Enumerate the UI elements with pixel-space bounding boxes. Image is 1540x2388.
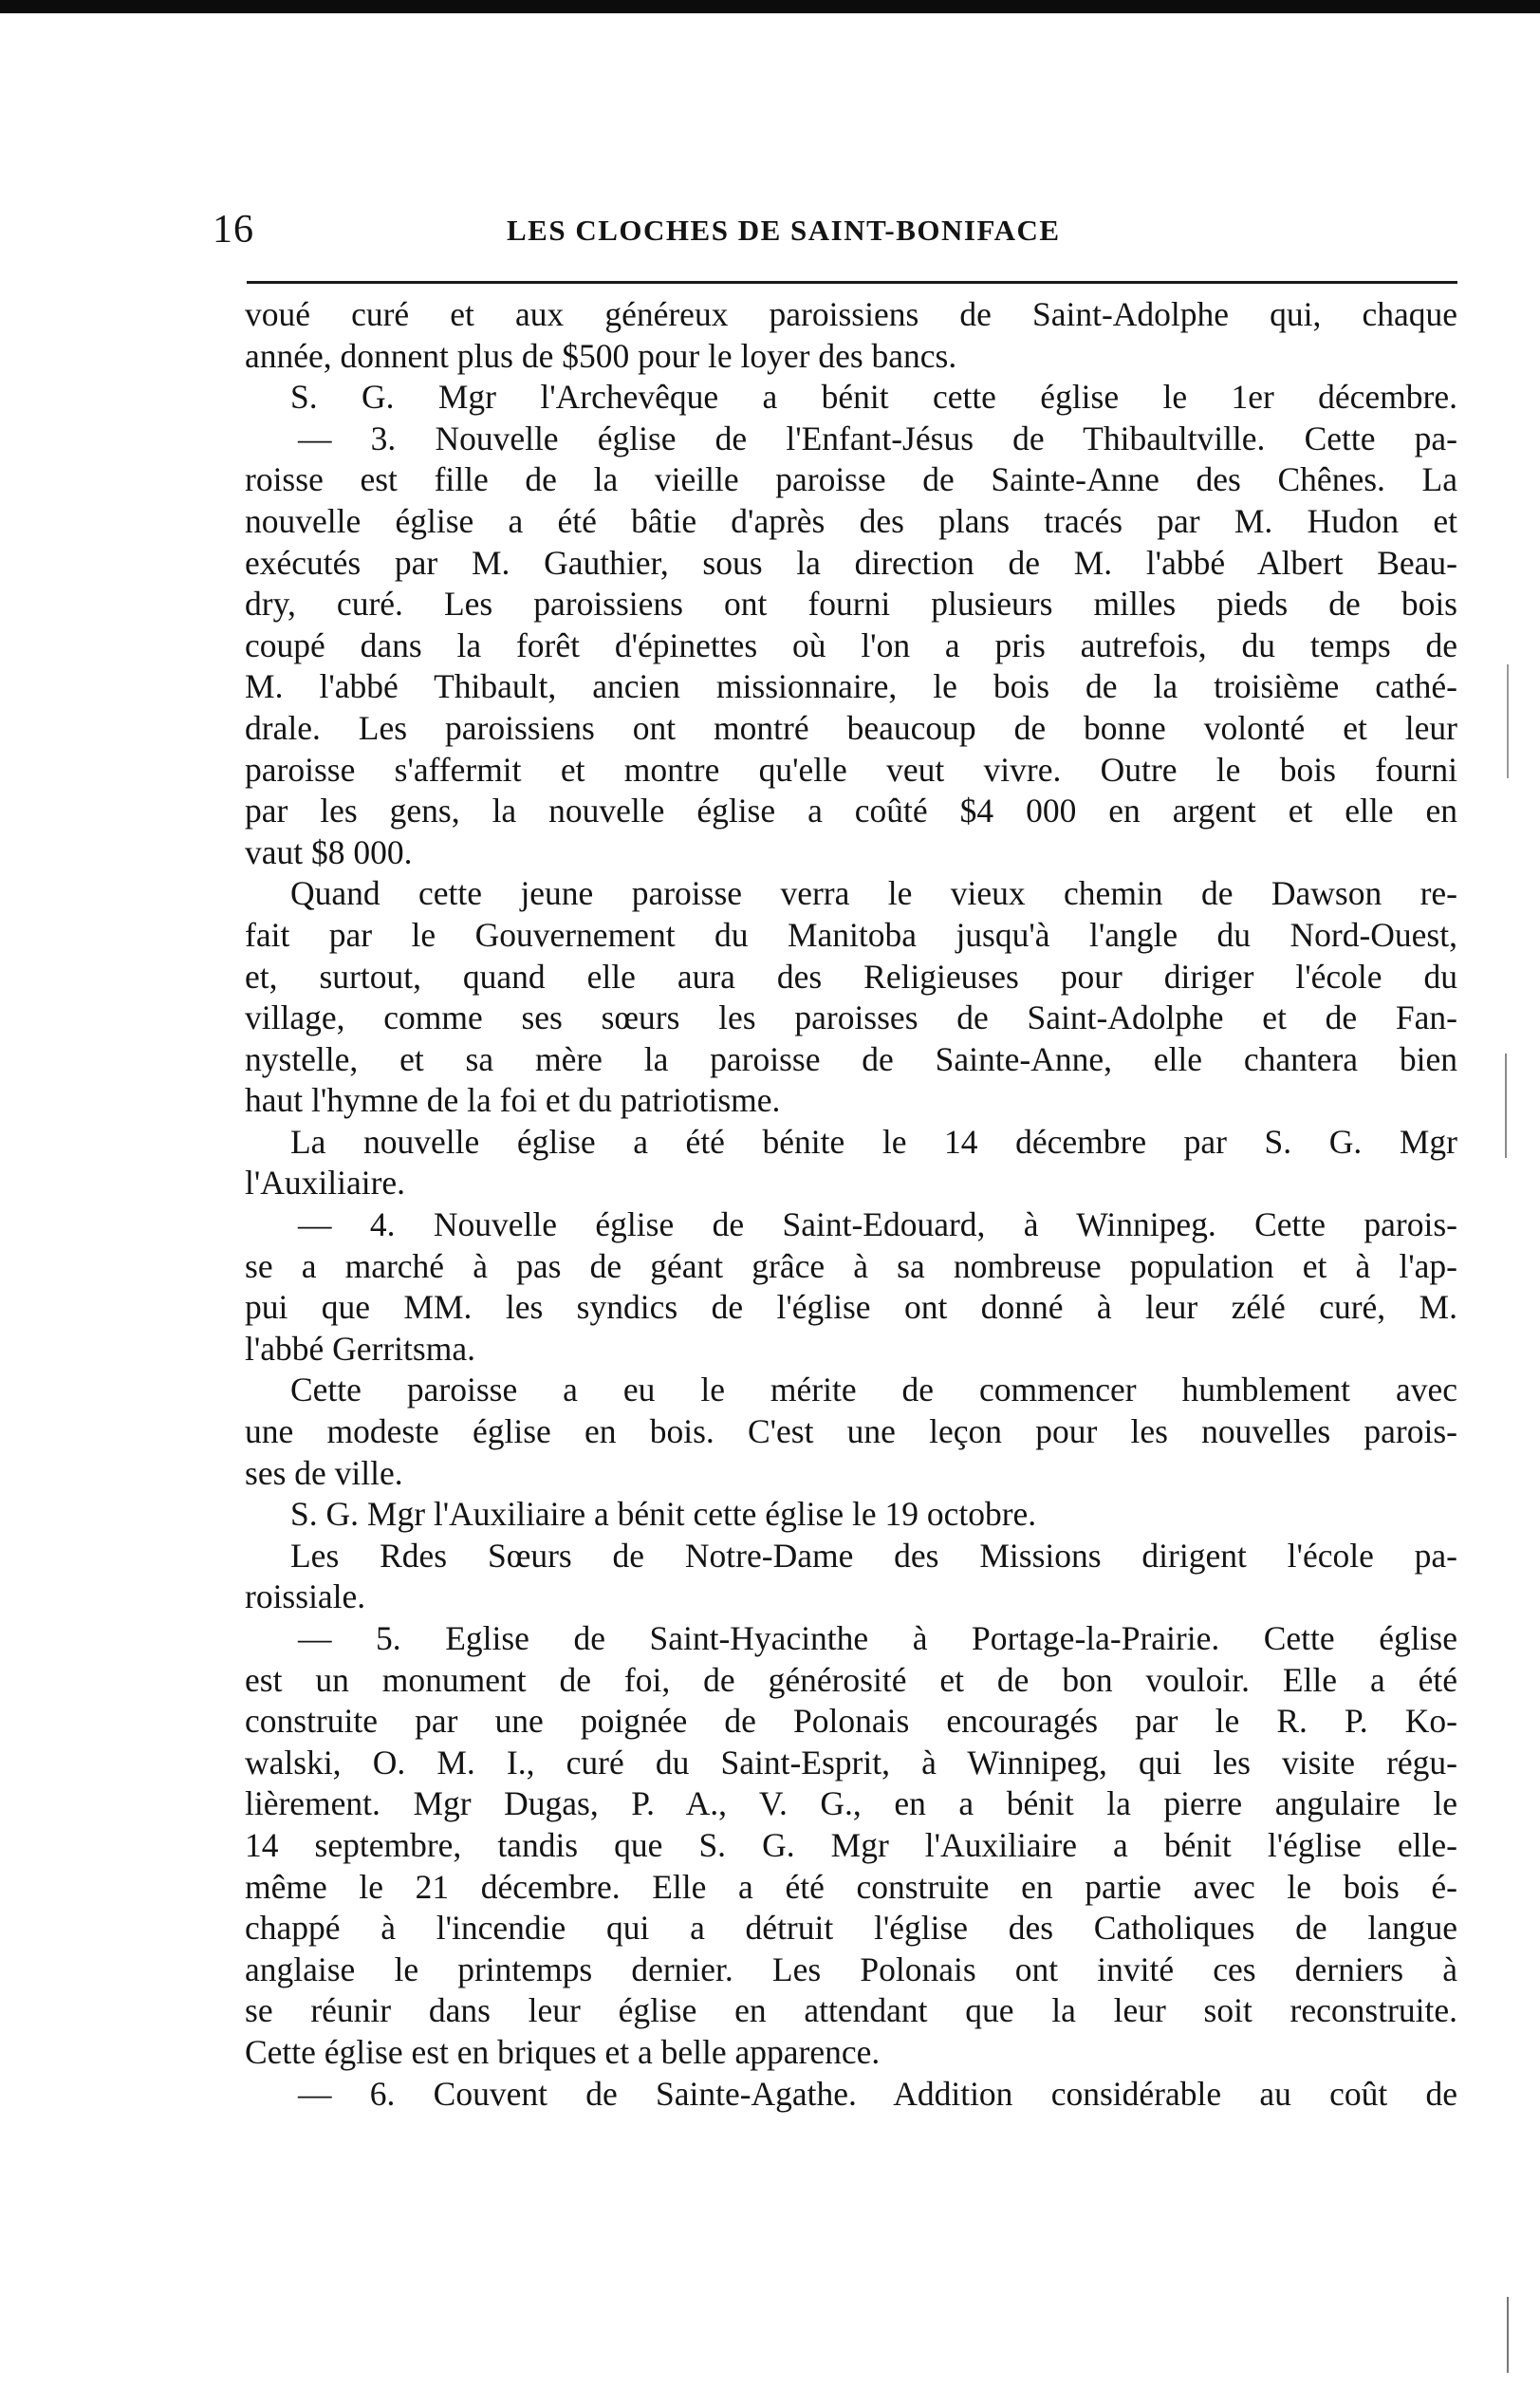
text-line: et, surtout, quand elle aura des Religieuses pour diriger l'école du <box>245 957 1457 996</box>
text-line: est un monument de foi, de générosité et de bon vouloir. Elle a été <box>245 1660 1457 1699</box>
text-line: vaut $8 000. <box>245 832 413 871</box>
text-line: l'abbé Gerritsma. <box>245 1329 475 1368</box>
scan-top-edge <box>0 0 1540 13</box>
text-line: se a marché à pas de géant grâce à sa nombreuse population et à l'ap- <box>245 1246 1457 1285</box>
text-line: Les Rdes Sœurs de Notre-Dame des Missions dirigent l'école pa- <box>290 1536 1457 1575</box>
text-line: se réunir dans leur église en attendant que la leur soit reconstruite. <box>245 1991 1457 2030</box>
running-title: LES CLOCHES DE SAINT-BONIFACE <box>507 214 1061 247</box>
text-line: anglaise le printemps dernier. Les Polonais ont invité ces derniers à <box>245 1950 1457 1988</box>
text-line: une modeste église en bois. C'est une leçon pour les nouvelles parois- <box>245 1412 1457 1451</box>
text-line: l'Auxiliaire. <box>245 1164 406 1203</box>
text-line: — 4. Nouvelle église de Saint-Edouard, à Winnipeg. Cette parois- <box>298 1205 1457 1244</box>
text-line: coupé dans la forêt d'épinettes où l'on a pris autrefois, du temps de <box>245 625 1457 664</box>
scan-margin-mark <box>1507 2297 1509 2373</box>
text-line: même le 21 décembre. Elle a été construite en partie avec le bois é- <box>245 1867 1457 1906</box>
text-line: village, comme ses sœurs les paroisses de Saint-Adolphe et de Fan- <box>245 998 1457 1037</box>
page-number: 16 <box>213 208 254 252</box>
text-line: chappé à l'incendie qui a détruit l'église des Catholiques de langue <box>245 1909 1457 1948</box>
text-line: par les gens, la nouvelle église a coûté $4 000 en argent et elle en <box>245 792 1457 830</box>
text-line: paroisse s'affermit et montre qu'elle veut vivre. Outre le bois fourni <box>245 750 1457 789</box>
scan-margin-mark <box>1505 1054 1507 1158</box>
text-line: roisse est fille de la vieille paroisse de Sainte-Anne des Chênes. La <box>245 460 1457 499</box>
page-body <box>245 294 1457 2115</box>
text-line: voué curé et aux généreux paroissiens de Saint-Adolphe qui, chaque <box>245 295 1457 333</box>
text-line: — 6. Couvent de Sainte-Agathe. Addition considérable au coût de <box>298 2074 1457 2113</box>
text-line: 14 septembre, tandis que S. G. Mgr l'Auxiliaire a bénit l'église elle- <box>245 1825 1457 1864</box>
page-header <box>213 203 1456 256</box>
text-line: fait par le Gouvernement du Manitoba jusqu'à l'angle du Nord-Ouest, <box>245 915 1457 954</box>
header-rule <box>247 281 1457 284</box>
text-line: année, donnent plus de $500 pour le loyer des bancs. <box>245 336 957 375</box>
text-line: exécutés par M. Gauthier, sous la direction de M. l'abbé Albert Beau- <box>245 543 1457 582</box>
text-line: M. l'abbé Thibault, ancien missionnaire, le bois de la troisième cathé- <box>245 667 1457 706</box>
text-line: Cette paroisse a eu le mérite de commencer humblement avec <box>290 1371 1457 1409</box>
text-line: walski, O. M. I., curé du Saint-Esprit, à Winnipeg, qui les visite régu- <box>245 1743 1457 1782</box>
text-line: roissiale. <box>245 1577 366 1616</box>
text-line: dry, curé. Les paroissiens ont fourni plusieurs milles pieds de bois <box>245 585 1457 624</box>
text-line: nystelle, et sa mère la paroisse de Sainte-Anne, elle chantera bien <box>245 1039 1457 1078</box>
text-line: La nouvelle église a été bénite le 14 décembre par S. G. Mgr <box>290 1122 1457 1161</box>
text-line: S. G. Mgr l'Archevêque a bénit cette église le 1er décembre. <box>290 378 1457 417</box>
text-line: — 3. Nouvelle église de l'Enfant-Jésus de Thibaultville. Cette pa- <box>298 419 1457 457</box>
text-line: S. G. Mgr l'Auxiliaire a bénit cette église le 19 octobre. <box>290 1495 1037 1534</box>
scan-margin-mark <box>1507 664 1509 778</box>
text-line: haut l'hymne de la foi et du patriotisme. <box>245 1081 781 1120</box>
text-line: ses de ville. <box>245 1453 403 1492</box>
text-line: construite par une poignée de Polonais encouragés par le R. P. Ko- <box>245 1702 1457 1741</box>
text-line: Cette église est en briques et a belle apparence. <box>245 2032 881 2071</box>
text-line: — 5. Eglise de Saint-Hyacinthe à Portage-la-Prairie. Cette église <box>298 1619 1457 1657</box>
text-line: drale. Les paroissiens ont montré beaucoup de bonne volonté et leur <box>245 708 1457 747</box>
text-line: Quand cette jeune paroisse verra le vieux chemin de Dawson re- <box>290 874 1457 913</box>
text-line: nouvelle église a été bâtie d'après des plans tracés par M. Hudon et <box>245 501 1457 540</box>
text-line: lièrement. Mgr Dugas, P. A., V. G., en a bénit la pierre angulaire le <box>245 1784 1457 1823</box>
text-line: pui que MM. les syndics de l'église ont donné à leur zélé curé, M. <box>245 1288 1457 1327</box>
